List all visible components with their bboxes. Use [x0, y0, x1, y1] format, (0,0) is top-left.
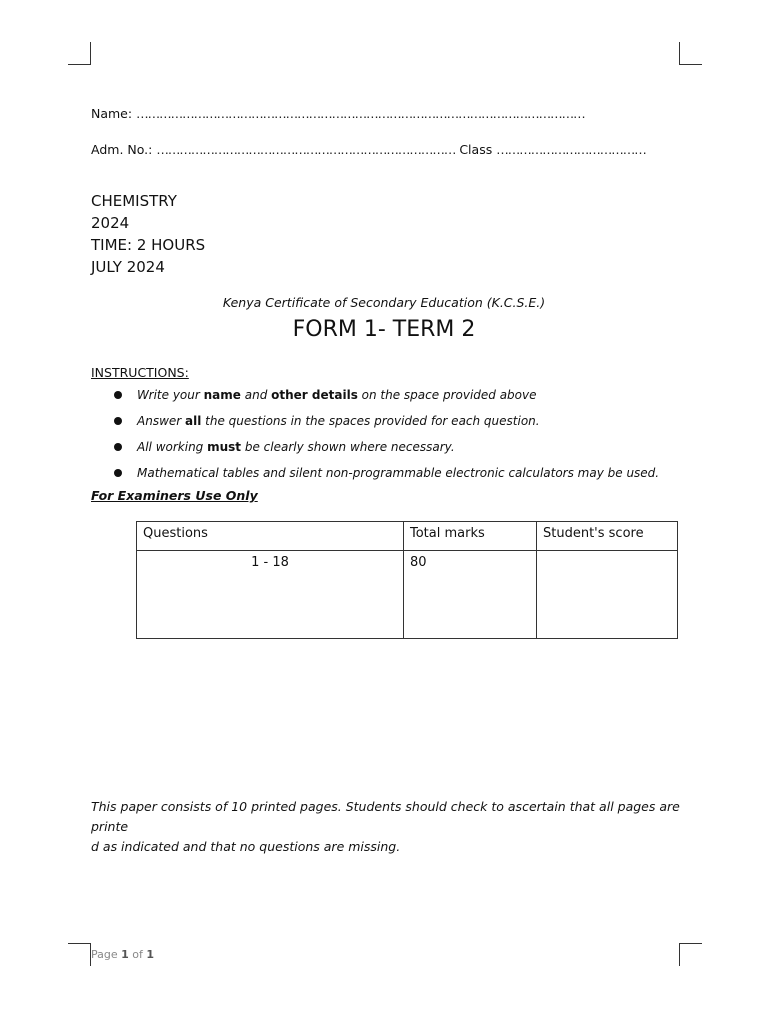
bullet-icon [114, 469, 122, 477]
student-score-cell[interactable] [537, 551, 678, 639]
table-header-row [137, 522, 678, 551]
adm-class-field [91, 142, 646, 157]
table-header-total-marks: Total marks [404, 522, 537, 551]
adm-label: Adm. No.: [91, 142, 153, 157]
certificate-subtitle: Kenya Certificate of Secondary Education (K.C.S.E.) [222, 295, 546, 310]
bullet-icon [114, 417, 122, 425]
bullet-icon [114, 391, 122, 399]
crop-mark-bottom-left [68, 943, 91, 966]
crop-mark-top-right [679, 42, 702, 65]
page-number: Page 1 of 1 [91, 948, 155, 961]
exam-details [91, 190, 205, 278]
instruction-item: Mathematical tables and silent non-programmable electronic calculators may be used. [91, 460, 659, 486]
exam-subject: CHEMISTRY [91, 192, 177, 210]
table-row [137, 551, 678, 639]
class-dots: ………………………………… [496, 142, 646, 157]
total-marks-cell: 80 [404, 551, 537, 639]
name-field [91, 106, 585, 121]
class-label: Class [459, 142, 493, 157]
exam-year: 2024 [91, 214, 130, 232]
page-title: FORM 1- TERM 2 [292, 317, 476, 342]
pages-note-line-2: d as indicated and that no questions are missing. [91, 839, 401, 854]
instructions-heading: INSTRUCTIONS: [91, 365, 189, 380]
instructions-list [91, 382, 659, 486]
score-table [136, 521, 678, 639]
crop-mark-top-left [68, 42, 91, 65]
adm-dots: …………………………………………………………………… [156, 142, 456, 157]
crop-mark-bottom-right [679, 943, 702, 966]
instruction-item: Write your name and other details on the space provided above [91, 382, 659, 408]
pages-note [91, 797, 691, 857]
pages-note-line-1: This paper consists of 10 printed pages. Students should check to ascertain that all pages are printe [91, 799, 680, 834]
questions-cell: 1 - 18 [137, 551, 404, 639]
table-header-student-score: Student's score [537, 522, 678, 551]
name-label: Name: [91, 106, 133, 121]
name-dots: ……………………………………………………………………………………………………… [136, 106, 585, 121]
examiners-use-label: For Examiners Use Only [91, 488, 258, 503]
exam-date: JULY 2024 [91, 258, 165, 276]
instruction-item: All working must be clearly shown where necessary. [91, 434, 659, 460]
instruction-item: Answer all the questions in the spaces provided for each question. [91, 408, 659, 434]
exam-time: TIME: 2 HOURS [91, 236, 206, 254]
bullet-icon [114, 443, 122, 451]
table-header-questions: Questions [137, 522, 404, 551]
